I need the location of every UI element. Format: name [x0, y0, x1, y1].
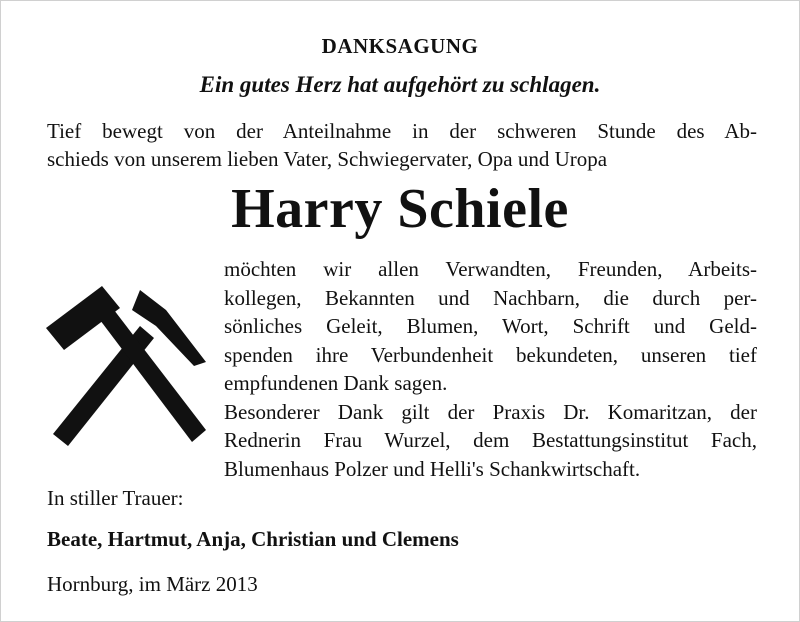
- thanks-line: sönliches Geleit, Blumen, Wort, Schrift und Geld-: [224, 314, 757, 338]
- family-names: Beate, Hartmut, Anja, Christian und Clemens: [47, 527, 459, 551]
- thanks-line: Besonderer Dank gilt der Praxis Dr. Komaritzan, der: [224, 399, 757, 424]
- deceased-name: Harry Schiele: [231, 178, 569, 240]
- place-date: Hornburg, im März 2013: [47, 572, 258, 596]
- notice-heading: DANKSAGUNG: [321, 34, 479, 58]
- intro-paragraph: [47, 117, 757, 173]
- thanks-line: Blumenhaus Polzer und Helli's Schankwirtschaft.: [224, 456, 641, 481]
- mourning-label: In stiller Trauer:: [47, 486, 184, 510]
- thanks-line: möchten wir allen Verwandten, Freunden, Arbeits-: [224, 257, 757, 281]
- thanks-line: spenden ihre Verbundenheit bekundeten, unseren tief: [224, 342, 757, 367]
- notice-motto: Ein gutes Herz hat aufgehört zu schlagen.: [199, 72, 601, 97]
- intro-line: Tief bewegt von der Anteilnahme in der schweren Stunde des Ab-: [47, 119, 757, 143]
- hammer-and-pick-icon: [44, 284, 206, 454]
- thanks-line: Rednerin Frau Wurzel, dem Bestattungsinstitut Fach,: [224, 428, 757, 452]
- intro-line: schieds von unserem lieben Vater, Schwiegervater, Opa und Uropa: [47, 147, 608, 171]
- thanks-paragraph: [224, 255, 757, 483]
- thanks-line: kollegen, Bekannten und Nachbarn, die durch per-: [224, 285, 757, 310]
- thanks-line: empfundenen Dank sagen.: [224, 371, 448, 395]
